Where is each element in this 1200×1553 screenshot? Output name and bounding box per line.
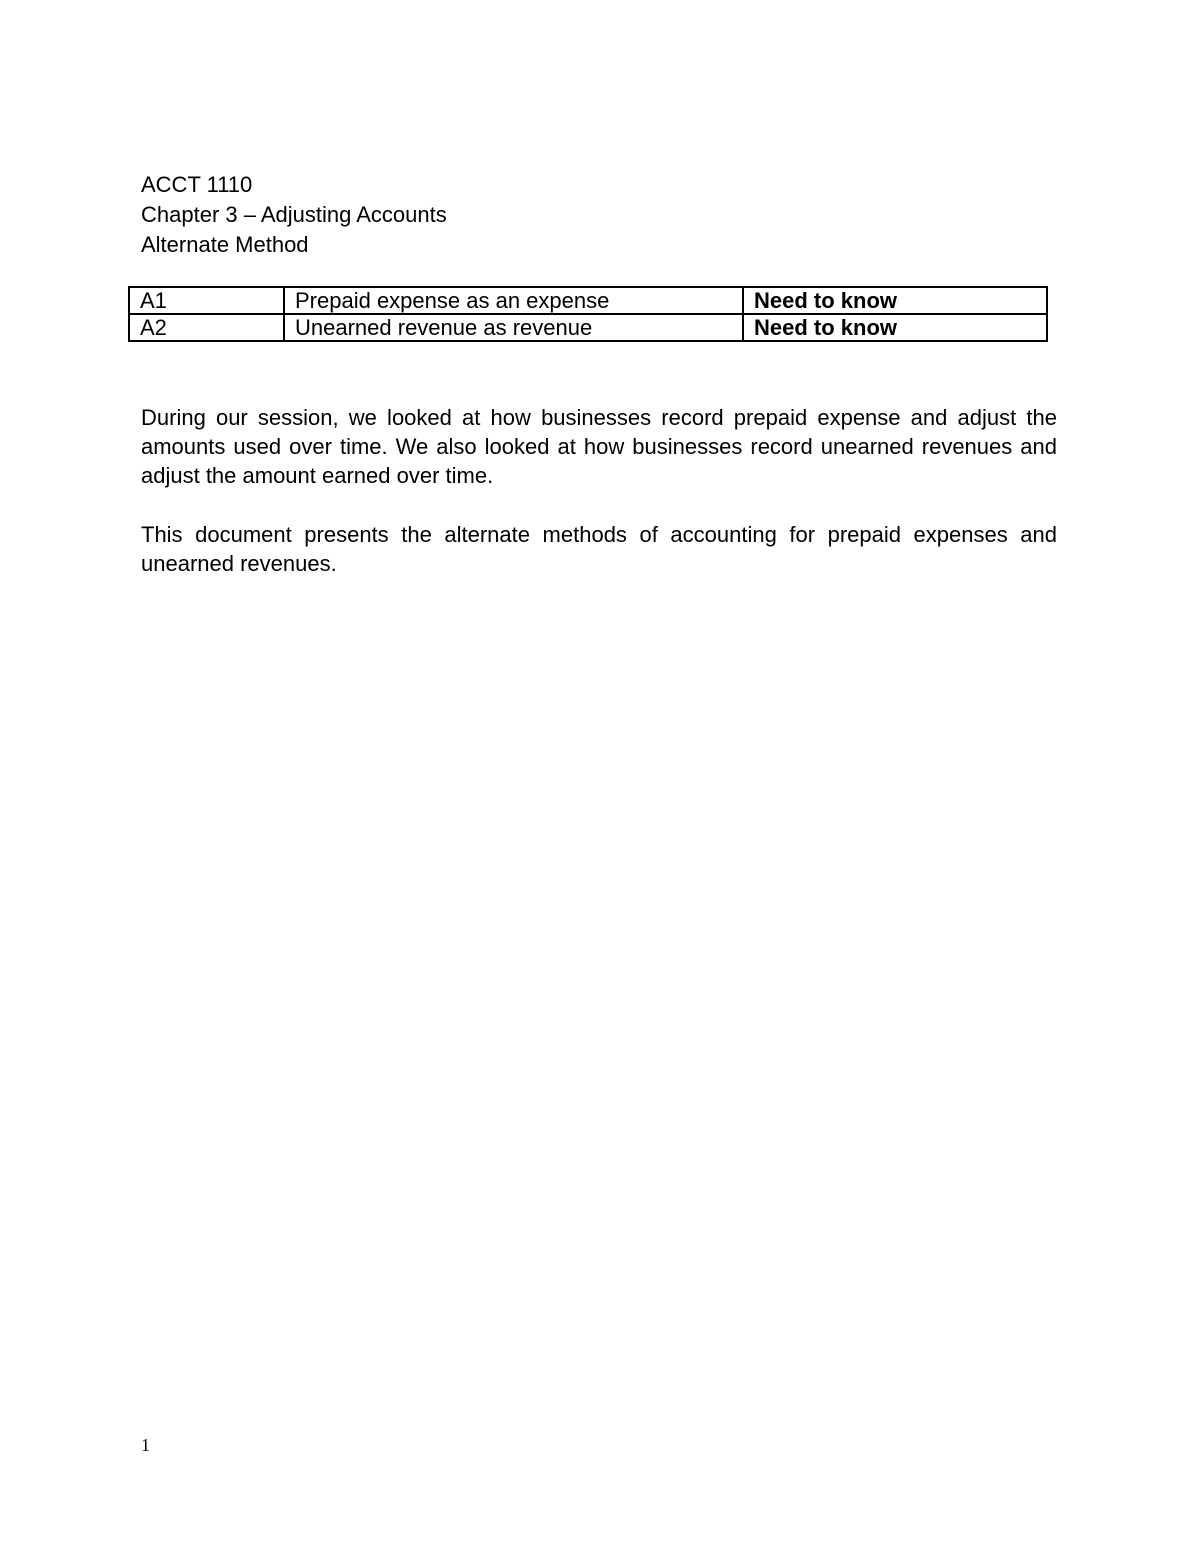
document-body [141, 403, 1057, 608]
topic-name-cell: Prepaid expense as an expense [284, 287, 743, 314]
topic-name-cell: Unearned revenue as revenue [284, 314, 743, 341]
document-subtitle: Alternate Method [141, 232, 309, 257]
document-header [141, 170, 447, 260]
topic-code-cell: A1 [129, 287, 284, 314]
intro-paragraph: During our session, we looked at how businesses record prepaid expense and adjust the amounts used over time. We also looked at how businesses record unearned revenues and adjust the amount earned over time. [141, 405, 1057, 488]
course-code: ACCT 1110 [141, 172, 253, 197]
purpose-paragraph: This document presents the alternate methods of accounting for prepaid expenses and unearned revenues. [141, 522, 1057, 576]
table-row [129, 314, 1047, 341]
topics-table [128, 286, 1048, 342]
chapter-title: Chapter 3 – Adjusting Accounts [141, 202, 447, 227]
page-number: 1 [141, 1435, 150, 1455]
topic-status-cell: Need to know [743, 287, 1047, 314]
table-row [129, 287, 1047, 314]
topic-code-cell: A2 [129, 314, 284, 341]
topic-status-cell: Need to know [743, 314, 1047, 341]
